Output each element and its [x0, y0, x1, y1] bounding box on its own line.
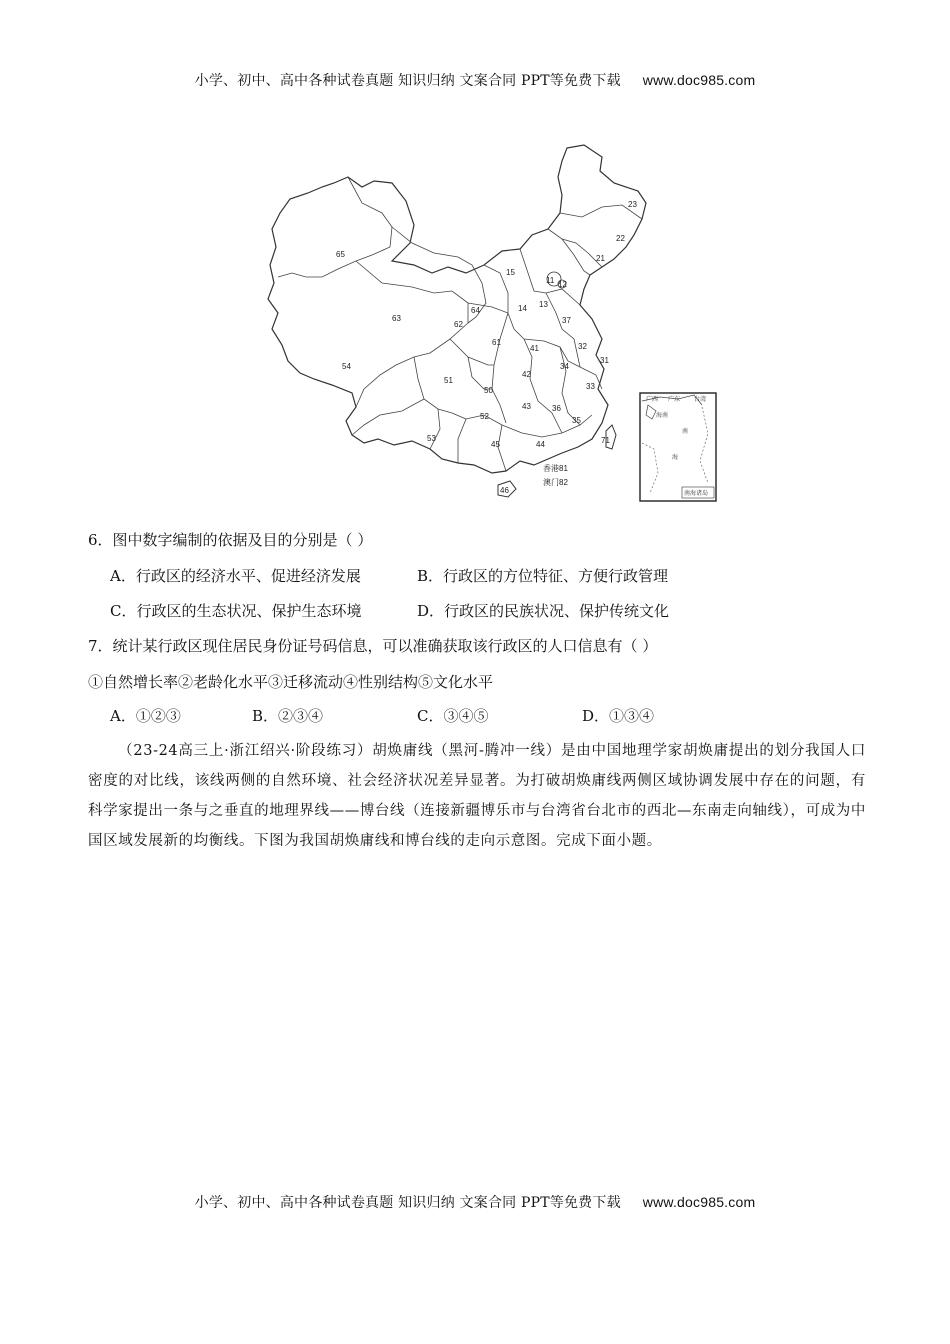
label-62: 62 [454, 320, 463, 329]
footer-site-link[interactable]: www.doc985.com [642, 1194, 756, 1210]
label-71: 71 [601, 436, 610, 445]
passage-text: （23-24高三上·浙江绍兴·阶段练习）胡焕庸线（黑河-腾冲一线）是由中国地理学家胡焕庸提出的划分我国人口密度的对比线，该线两侧的自然环境、社会经济状况差异显著。为打破胡焕庸线两侧区域协调发展中存在的问题，有科学家提出一条与之垂直的地理界线——博台线（连接新疆博乐市与台湾省台北市的西北—东南走向轴线），可成为中国区域发展新的均衡线。下图为我国胡焕庸线和博台线的走向示意图。完成下面小题。 [88, 743, 866, 849]
inset-taiwan: 台湾 [694, 396, 707, 403]
q6-option-c[interactable]: C．行政区的生态状况、保护生态环境 [110, 602, 362, 620]
label-macau: 澳门82 [543, 478, 568, 487]
q7-stem: 7．统计某行政区现住居民身份证号码信息，可以准确获取该行政区的人口信息有（ ） [88, 637, 658, 655]
header-text: 小学、初中、高中各种试卷真题 知识归纳 文案合同 PPT等免费下载 [194, 73, 621, 89]
label-53: 53 [427, 434, 436, 443]
label-36: 36 [552, 404, 561, 413]
q7-option-c[interactable]: C．③④⑤ [417, 707, 489, 725]
map-svg [262, 143, 722, 505]
page-header [0, 70, 950, 90]
label-23: 23 [628, 200, 637, 209]
q6-option-d[interactable]: D．行政区的民族状况、保护传统文化 [417, 602, 670, 620]
q6-option-b[interactable]: B．行政区的方位特征、方便行政管理 [417, 567, 669, 585]
label-64: 64 [471, 306, 480, 315]
inset-guangxi: 广西 [646, 396, 659, 403]
inset-sea-south: 南 [682, 428, 689, 435]
label-15: 15 [506, 268, 515, 277]
q7-option-d[interactable]: D．①③④ [582, 707, 655, 725]
footer-text: 小学、初中、高中各种试卷真题 知识归纳 文案合同 PPT等免费下载 [194, 1195, 621, 1211]
label-12: 12 [558, 280, 567, 289]
south-china-sea-inset [640, 393, 716, 501]
label-50: 50 [484, 386, 493, 395]
label-33: 33 [586, 382, 595, 391]
label-65: 65 [336, 250, 345, 259]
q6-option-a[interactable]: A．行政区的经济水平、促进经济发展 [110, 567, 361, 585]
header-site-link[interactable]: www.doc985.com [642, 72, 756, 88]
q6-stem: 6．图中数字编制的依据及目的分别是（ ） [88, 531, 373, 549]
label-52: 52 [480, 412, 489, 421]
label-46: 46 [500, 486, 509, 495]
label-42: 42 [522, 370, 531, 379]
inset-guangdong: 广东 [668, 396, 681, 403]
china-province-code-map [262, 143, 722, 505]
label-51: 51 [444, 376, 453, 385]
label-41: 41 [530, 344, 539, 353]
q7-option-b[interactable]: B．②③④ [252, 707, 324, 725]
label-61: 61 [492, 338, 501, 347]
q7-items: ①自然增长率②老龄化水平③迁移流动④性别结构⑤文化水平 [88, 673, 494, 691]
label-35: 35 [572, 416, 581, 425]
label-14: 14 [518, 304, 527, 313]
label-54: 54 [342, 362, 351, 371]
inset-islands: 南海诸岛 [684, 490, 709, 497]
label-22: 22 [616, 234, 625, 243]
label-13: 13 [539, 300, 548, 309]
page-footer [0, 1192, 950, 1212]
inset-hainan: 海南 [656, 412, 669, 419]
label-44: 44 [536, 440, 545, 449]
label-63: 63 [392, 314, 401, 323]
label-31: 31 [600, 356, 609, 365]
q7-option-a[interactable]: A．①②③ [110, 707, 181, 725]
label-hongkong: 香港81 [543, 464, 568, 473]
label-11: 11 [546, 276, 555, 285]
label-37: 37 [562, 316, 571, 325]
label-32: 32 [578, 342, 587, 351]
label-34: 34 [560, 362, 569, 371]
china-outline [268, 145, 646, 473]
inset-sea-hai: 海 [672, 454, 679, 461]
label-21: 21 [596, 254, 605, 263]
label-45: 45 [491, 440, 500, 449]
passage [88, 736, 866, 856]
label-43: 43 [522, 402, 531, 411]
